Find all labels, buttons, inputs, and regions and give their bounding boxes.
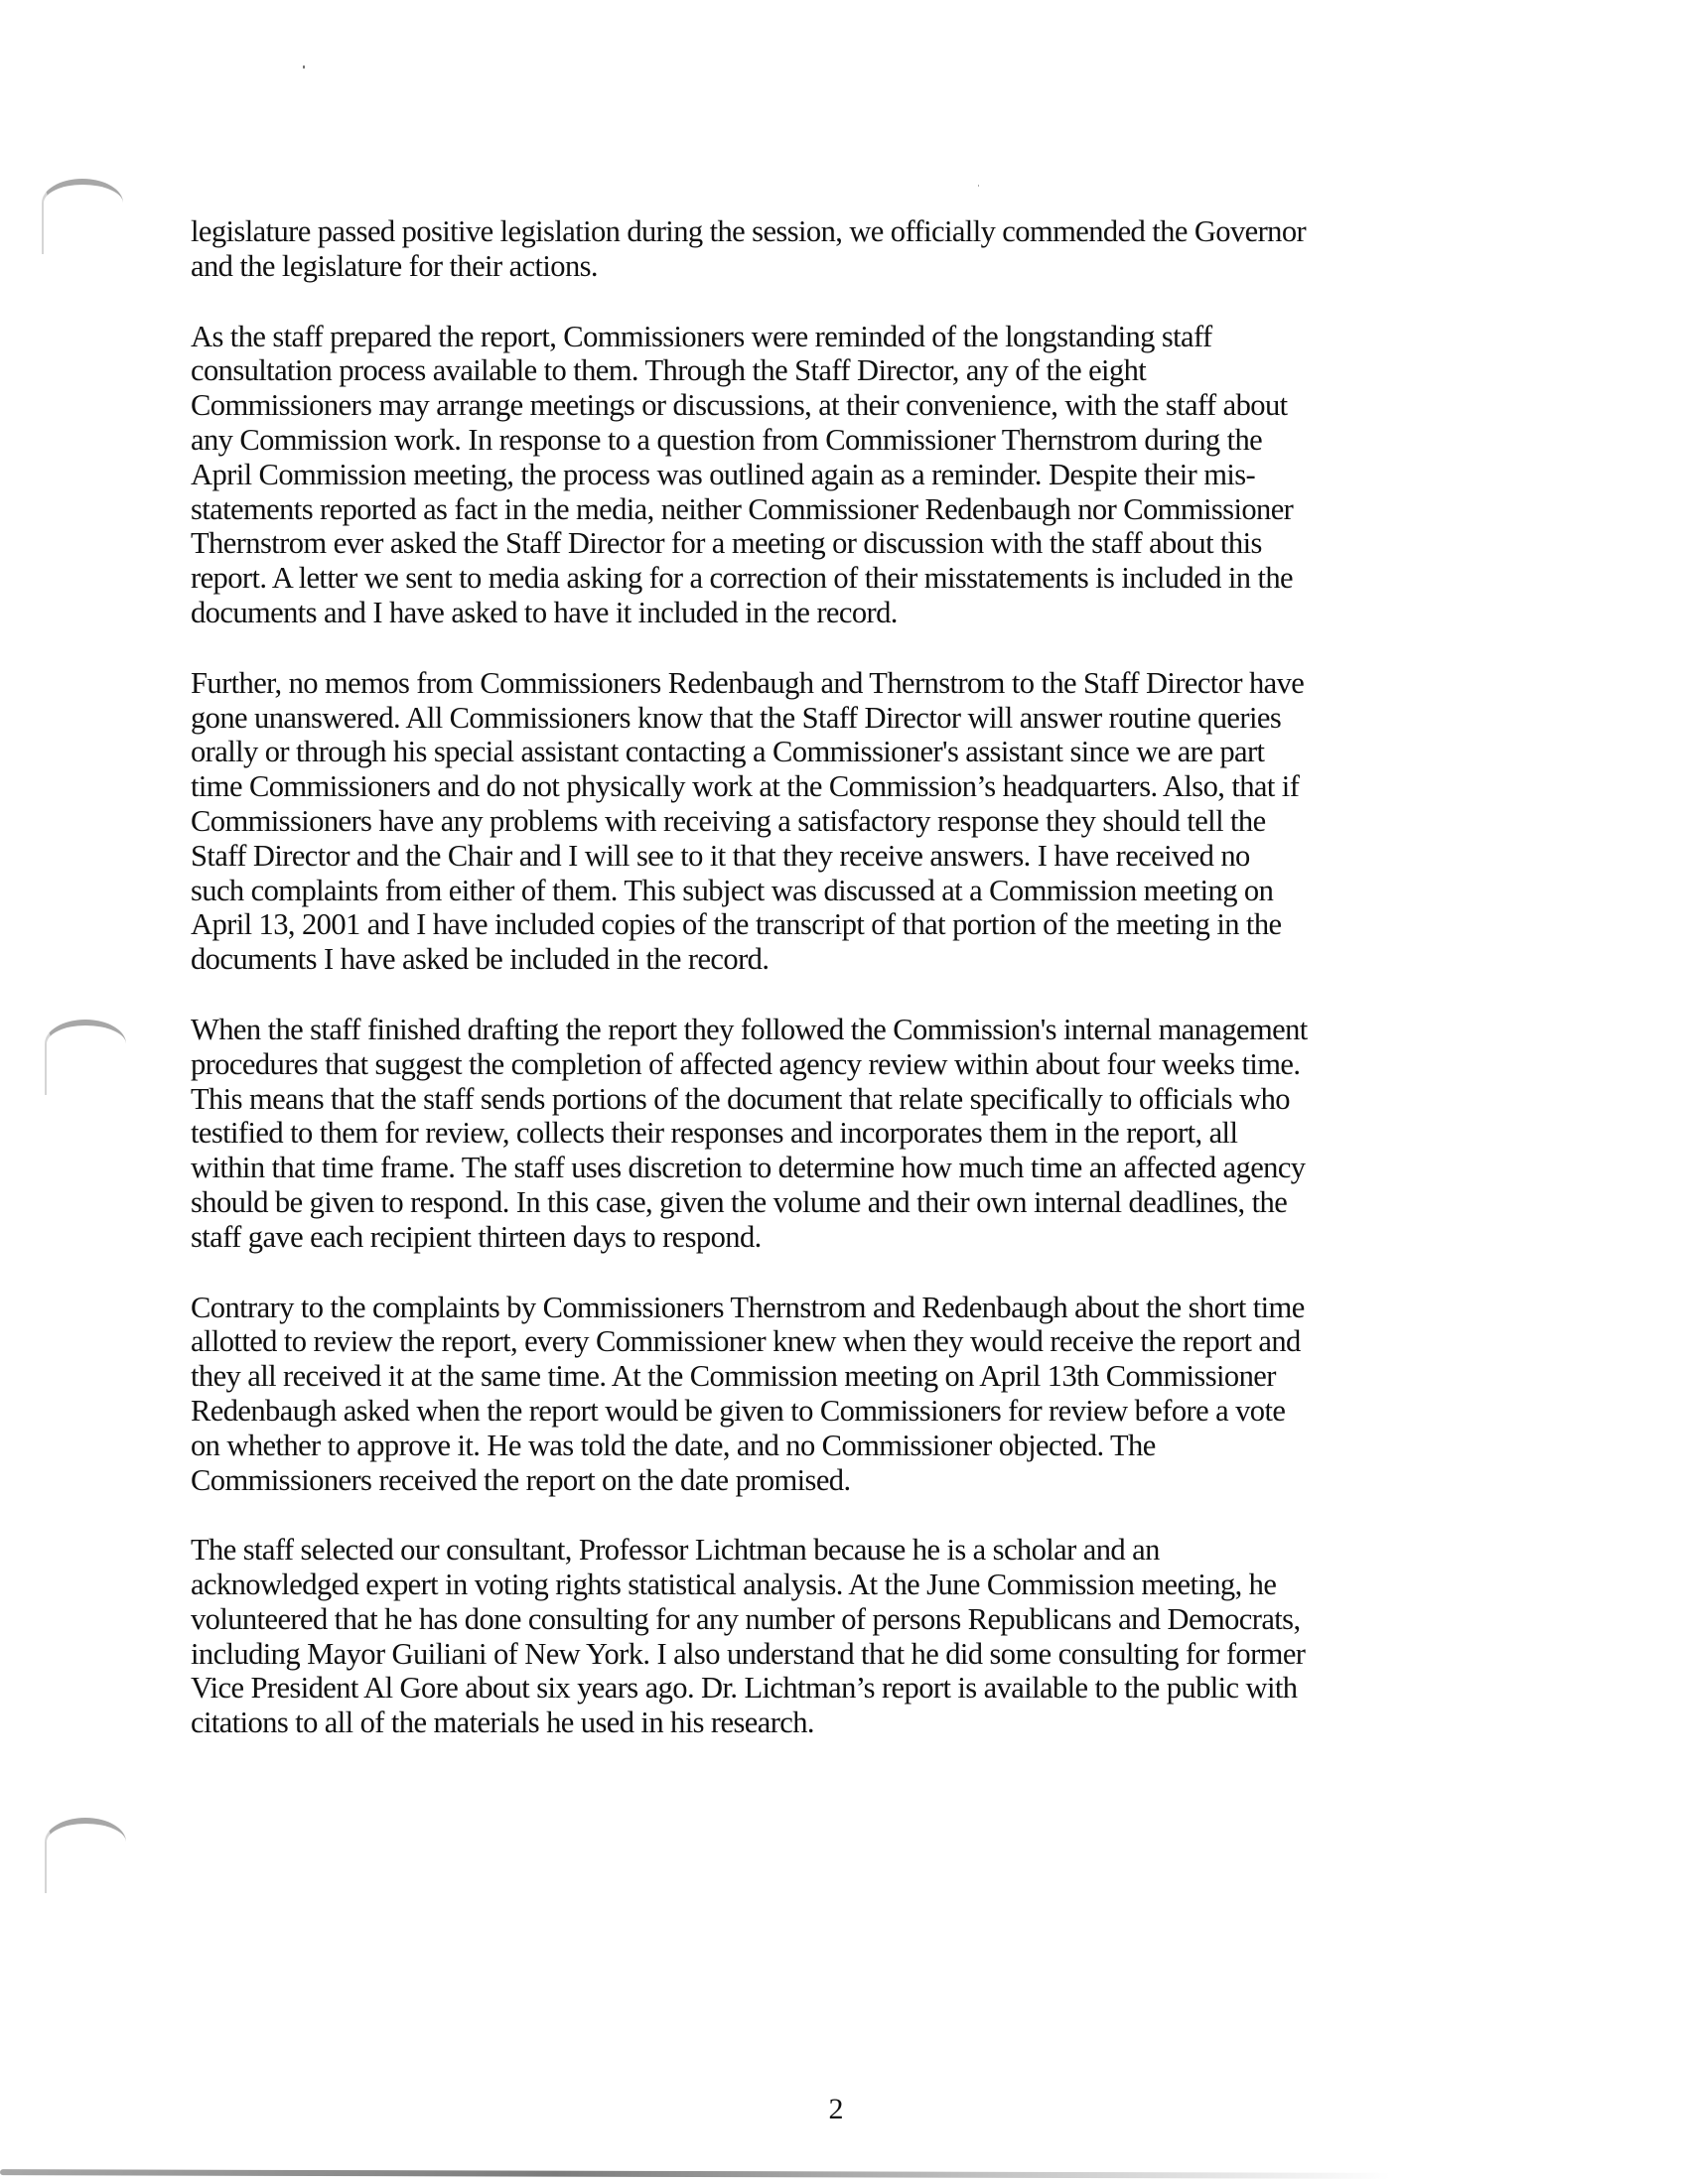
scan-speck	[978, 185, 979, 187]
text-line: April Commission meeting, the process was outlined again as a reminder. Despite their mis-	[191, 456, 1256, 491]
text-line: citations to all of the materials he used in his research.	[191, 1705, 814, 1740]
paragraph-agency-review	[191, 1013, 1481, 1255]
text-line: on whether to approve it. He was told the date, and no Commissioner objected. The	[191, 1427, 1156, 1462]
paragraph-consultant	[191, 1533, 1481, 1740]
text-line: Contrary to the complaints by Commissioners Thernstrom and Redenbaugh about the short time	[191, 1289, 1305, 1324]
page-number: 2	[828, 2093, 844, 2125]
text-line: such complaints from either of them. This subject was discussed at a Commission meeting on	[191, 872, 1274, 907]
text-line: including Mayor Guiliani of New York. I also understand that he did some consulting for former	[191, 1635, 1306, 1671]
text-line: should be given to respond. In this case, given the volume and their own internal deadlines, the	[191, 1183, 1288, 1219]
text-line: consultation process available to them. Through the Staff Director, any of the eight	[191, 352, 1147, 388]
text-line: This means that the staff sends portions of the document that relate specifically to officials who	[191, 1080, 1290, 1116]
punch-hole-mark-top	[42, 179, 123, 254]
text-line: Commissioners received the report on the date promised.	[191, 1461, 851, 1497]
text-line: The staff selected our consultant, Professor Lichtman because he is a scholar and an	[191, 1532, 1160, 1568]
text-line: any Commission work. In response to a question from Commissioner Thernstrom during the	[191, 421, 1263, 457]
text-line: within that time frame. The staff uses discretion to determine how much time an affected agency	[191, 1150, 1306, 1185]
punch-hole-mark-middle	[45, 1020, 126, 1095]
text-line: allotted to review the report, every Commissioner knew when they would receive the report and	[191, 1323, 1301, 1359]
paragraph-commendation	[191, 214, 1481, 284]
text-line: gone unanswered. All Commissioners know that the Staff Director will answer routine queries	[191, 699, 1282, 735]
text-line: Redenbaugh asked when the report would be given to Commissioners for review before a vote	[191, 1392, 1286, 1428]
scan-edge-shadow	[0, 2169, 1390, 2179]
text-line: When the staff finished drafting the report they followed the Commission's internal management	[191, 1011, 1308, 1046]
text-line: procedures that suggest the completion of affected agency review within about four weeks time.	[191, 1045, 1301, 1081]
text-line: legislature passed positive legislation during the session, we officially commended the Governor	[191, 213, 1307, 248]
text-line: Thernstrom ever asked the Staff Director for a meeting or discussion with the staff about this	[191, 525, 1262, 561]
paragraph-review-time	[191, 1291, 1481, 1498]
text-line: Staff Director and the Chair and I will see to it that they receive answers. I have received no	[191, 837, 1250, 873]
text-line: Vice President Al Gore about six years ago. Dr. Lichtman’s report is available to the public with	[191, 1670, 1298, 1706]
paragraph-staff-consultation	[191, 320, 1481, 630]
text-line: they all received it at the same time. At the Commission meeting on April 13th Commissioner	[191, 1358, 1276, 1394]
text-line: documents I have asked be included in the record.	[191, 941, 770, 977]
scan-speck	[303, 66, 305, 68]
text-line: time Commissioners and do not physically work at the Commission’s headquarters. Also, that if	[191, 768, 1300, 804]
text-line: orally or through his special assistant contacting a Commissioner's assistant since we are part	[191, 734, 1265, 769]
text-line: volunteered that he has done consulting for any number of persons Republicans and Democrats,	[191, 1600, 1301, 1636]
text-line: acknowledged expert in voting rights statistical analysis. At the June Commission meeting, he	[191, 1567, 1277, 1602]
text-line: and the legislature for their actions.	[191, 247, 598, 283]
paragraph-memos	[191, 666, 1481, 977]
text-line: documents and I have asked to have it included in the record.	[191, 594, 898, 629]
text-line: statements reported as fact in the media, neither Commissioner Redenbaugh nor Commissioner	[191, 490, 1294, 526]
text-line: report. A letter we sent to media asking for a correction of their misstatements is included in the	[191, 560, 1293, 596]
document-body	[191, 214, 1501, 1776]
text-line: Further, no memos from Commissioners Redenbaugh and Thernstrom to the Staff Director have	[191, 664, 1305, 700]
text-line: Commissioners may arrange meetings or discussions, at their convenience, with the staff about	[191, 387, 1288, 423]
text-line: staff gave each recipient thirteen days to respond.	[191, 1218, 762, 1254]
text-line: April 13, 2001 and I have included copies of the transcript of that portion of the meeting in the	[191, 906, 1282, 942]
text-line: As the staff prepared the report, Commissioners were reminded of the longstanding staff	[191, 318, 1212, 353]
punch-hole-mark-bottom	[45, 1818, 126, 1893]
text-line: Commissioners have any problems with receiving a satisfactory response they should tell the	[191, 802, 1266, 838]
text-line: testified to them for review, collects their responses and incorporates them in the report, all	[191, 1115, 1238, 1151]
